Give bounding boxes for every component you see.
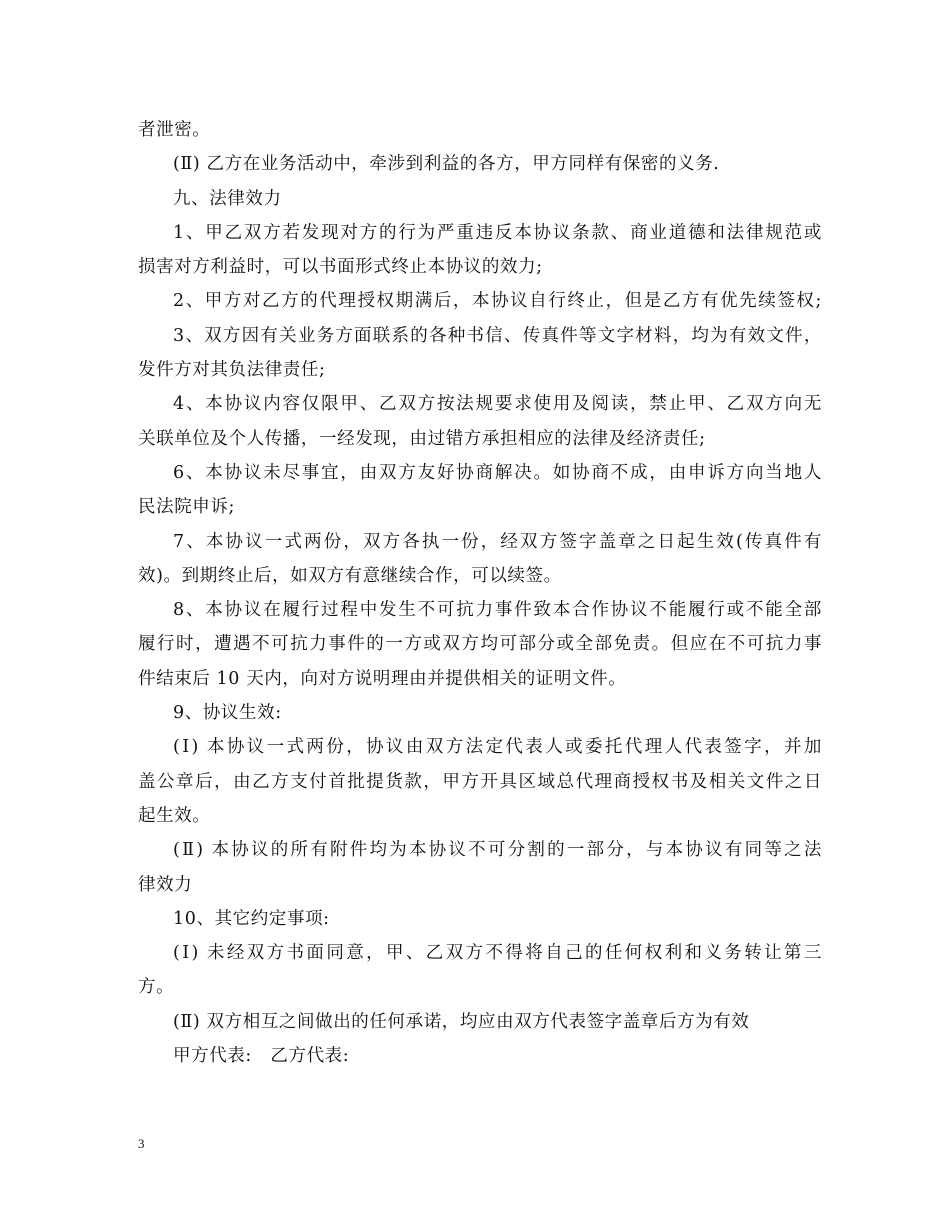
text-line-15: 8、本协议在履行过程中发生不可抗力事件致本合作协议不能履行或不能全部 — [173, 600, 822, 621]
text-line-2: (Ⅱ) 乙方在业务活动中，牵涉到利益的各方，甲方同样有保密的义务. — [173, 154, 720, 175]
text-line-1: 者泄密。 — [138, 120, 211, 140]
text-line-19: (Ⅰ) 本协议一式两份，协议由双方法定代表人或委托代理人代表签字，并加 — [173, 737, 822, 758]
text-line-11: 6、本协议未尽事宜，由双方友好协商解决。如协商不成，由申诉方向当地人 — [173, 462, 822, 483]
section-heading-agreement-effective: 9、协议生效: — [173, 703, 282, 724]
text-line-12: 民法院申诉; — [138, 497, 235, 518]
text-line-4: 1、甲乙双方若发现对方的行为严重违反本协议条款、商业道德和法律规范或 — [173, 222, 822, 243]
text-line-5: 损害对方利益时，可以书面形式终止本协议的效力; — [138, 257, 543, 278]
text-line-16: 履行时，遭遇不可抗力事件的一方或双方均可部分或全部免责。但应在不可抗力事 — [138, 634, 822, 655]
text-line-21: 起生效。 — [138, 805, 211, 826]
page-number: 3 — [138, 1136, 145, 1151]
text-line-13: 7、本协议一式两份，双方各执一份，经双方签字盖章之日起生效(传真件有 — [173, 531, 822, 552]
signature-line: 甲方代表: 乙方代表: — [173, 1046, 350, 1067]
text-line-7: 3、双方因有关业务方面联系的各种书信、传真件等文字材料，均为有效文件， — [173, 325, 822, 346]
text-line-25: (Ⅰ) 未经双方书面同意，甲、乙双方不得将自己的任何权利和义务转让第三 — [173, 943, 822, 964]
text-line-23: 律效力 — [138, 874, 193, 895]
text-line-8: 发件方对其负法律责任; — [138, 360, 326, 381]
text-line-27: (Ⅱ) 双方相互之间做出的任何承诺，均应由双方代表签字盖章后方为有效 — [173, 1011, 750, 1032]
document-body — [138, 113, 822, 1073]
section-heading-legal-effect: 九、法律效力 — [173, 188, 282, 209]
text-line-22: (Ⅱ) 本协议的所有附件均为本协议不可分割的一部分，与本协议有同等之法 — [173, 840, 822, 861]
text-line-17: 件结束后 10 天内，向对方说明理由并提供相关的证明文件。 — [138, 668, 627, 689]
text-line-10: 关联单位及个人传播，一经发现，由过错方承担相应的法律及经济责任; — [138, 428, 706, 449]
text-line-6: 2、甲方对乙方的代理授权期满后，本协议自行终止，但是乙方有优先续签权; — [173, 291, 822, 312]
section-heading-other-matters: 10、其它约定事项: — [173, 908, 330, 929]
text-line-26: 方。 — [138, 977, 175, 998]
text-line-14: 效)。到期终止后，如双方有意继续合作，可以续签。 — [138, 565, 562, 586]
text-line-20: 盖公章后，由乙方支付首批提货款，甲方开具区域总代理商授权书及相关文件之日 — [138, 771, 822, 792]
text-line-9: 4、本协议内容仅限甲、乙双方按法规要求使用及阅读，禁止甲、乙双方向无 — [173, 394, 822, 415]
